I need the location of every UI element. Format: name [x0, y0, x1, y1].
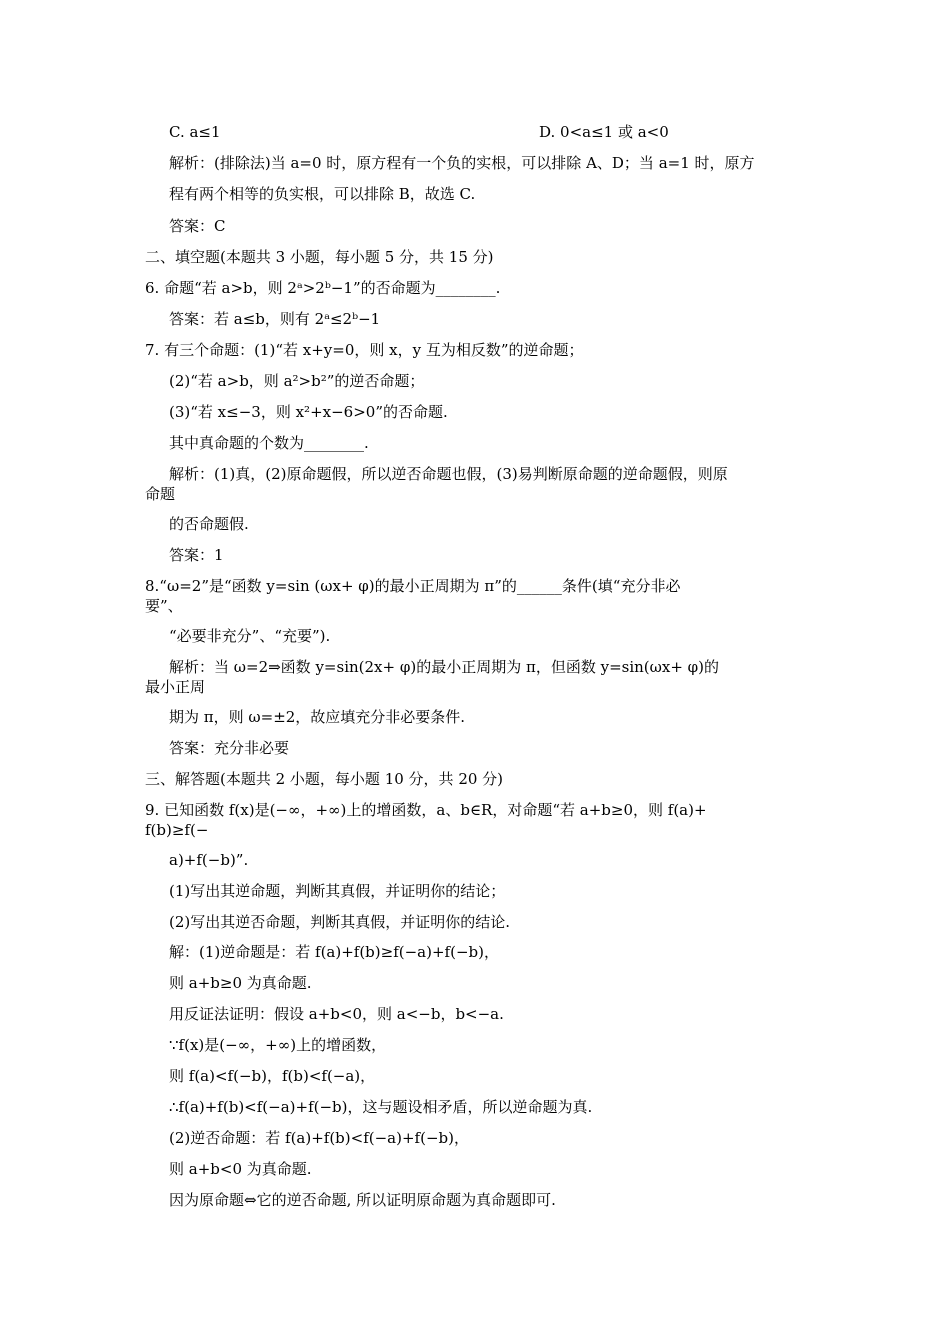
question-line: (1)写出其逆命题，判断其真假，并证明你的结论；: [169, 882, 506, 900]
question-line: (2)写出其逆否命题，判断其真假，并证明你的结论.: [169, 913, 511, 931]
question-line: 6. 命题“若 a>b，则 2ᵃ>2ᵇ−1”的否命题为________.: [145, 279, 501, 297]
option-c-line: [169, 122, 669, 142]
analysis-line: 程有两个相等的负实根，可以排除 B，故选 C.: [169, 185, 476, 203]
answer-line: 答案：充分非必要: [169, 739, 290, 757]
answer-line: 答案：若 a≤b，则有 2ᵃ≤2ᵇ−1: [169, 310, 381, 328]
section-heading: 二、填空题(本题共 3 小题，每小题 5 分，共 15 分): [145, 248, 494, 266]
answer-line: 答案：C: [169, 217, 226, 235]
question-line: 要”、: [145, 597, 183, 615]
analysis-line: 最小正周: [145, 678, 206, 696]
question-line: 7. 有三个命题：(1)“若 x+y=0，则 x，y 互为相反数”的逆命题；: [145, 341, 584, 359]
answer-line: 答案：1: [169, 546, 224, 564]
analysis-line: 解析：(1)真，(2)原命题假，所以逆否命题也假，(3)易判断原命题的逆命题假，则原: [169, 465, 728, 483]
analysis-line: 解析：(排除法)当 a=0 时，原方程有一个负的实根，可以排除 A、D；当 a=1 时，原方: [169, 154, 755, 172]
question-line: (2)“若 a>b，则 a²>b²”的逆否命题；: [169, 372, 425, 390]
analysis-line: 的否命题假.: [169, 515, 249, 533]
solution-line: 因为原命题⇔它的逆否命题, 所以证明原命题为真命题即可.: [169, 1191, 556, 1209]
analysis-line: 期为 π，则 ω=±2，故应填充分非必要条件.: [169, 708, 466, 726]
option-c: C. a≤1: [169, 123, 221, 141]
analysis-line: 命题: [145, 485, 176, 503]
question-line: “必要非充分”、“充要”).: [169, 627, 331, 645]
solution-line: 则 f(a)<f(−b)，f(b)<f(−a)，: [169, 1067, 376, 1085]
solution-line: 解：(1)逆命题是：若 f(a)+f(b)≥f(−a)+f(−b)，: [169, 943, 499, 961]
question-line: f(b)≥f(−: [145, 821, 209, 839]
solution-line: 则 a+b<0 为真命题.: [169, 1160, 312, 1178]
question-line: 8.“ω=2”是“函数 y=sin (ωx+ φ)的最小正周期为 π”的______条件(填“充分非必: [145, 577, 681, 595]
solution-line: ∴f(a)+f(b)<f(−a)+f(−b)，这与题设相矛盾，所以逆命题为真.: [169, 1098, 593, 1116]
question-line: 其中真命题的个数为________.: [169, 434, 369, 452]
question-line: 9. 已知函数 f(x)是(−∞，+∞)上的增函数，a、b∈R，对命题“若 a+b≥0，则 f(a)+: [145, 801, 707, 819]
question-line: (3)“若 x≤−3，则 x²+x−6>0”的否命题.: [169, 403, 448, 421]
solution-line: ∵f(x)是(−∞，+∞)上的增函数，: [169, 1036, 387, 1054]
section-heading: 三、解答题(本题共 2 小题，每小题 10 分，共 20 分): [145, 770, 504, 788]
option-d: D. 0<a≤1 或 a<0: [539, 123, 669, 141]
solution-line: 用反证法证明：假设 a+b<0，则 a<−b，b<−a.: [169, 1005, 504, 1023]
question-line: a)+f(−b)”.: [169, 851, 249, 869]
analysis-line: 解析：当 ω=2⇒函数 y=sin(2x+ φ)的最小正周期为 π，但函数 y=sin(ωx+ φ)的: [169, 658, 720, 676]
solution-line: (2)逆否命题：若 f(a)+f(b)<f(−a)+f(−b)，: [169, 1129, 469, 1147]
solution-line: 则 a+b≥0 为真命题.: [169, 974, 312, 992]
